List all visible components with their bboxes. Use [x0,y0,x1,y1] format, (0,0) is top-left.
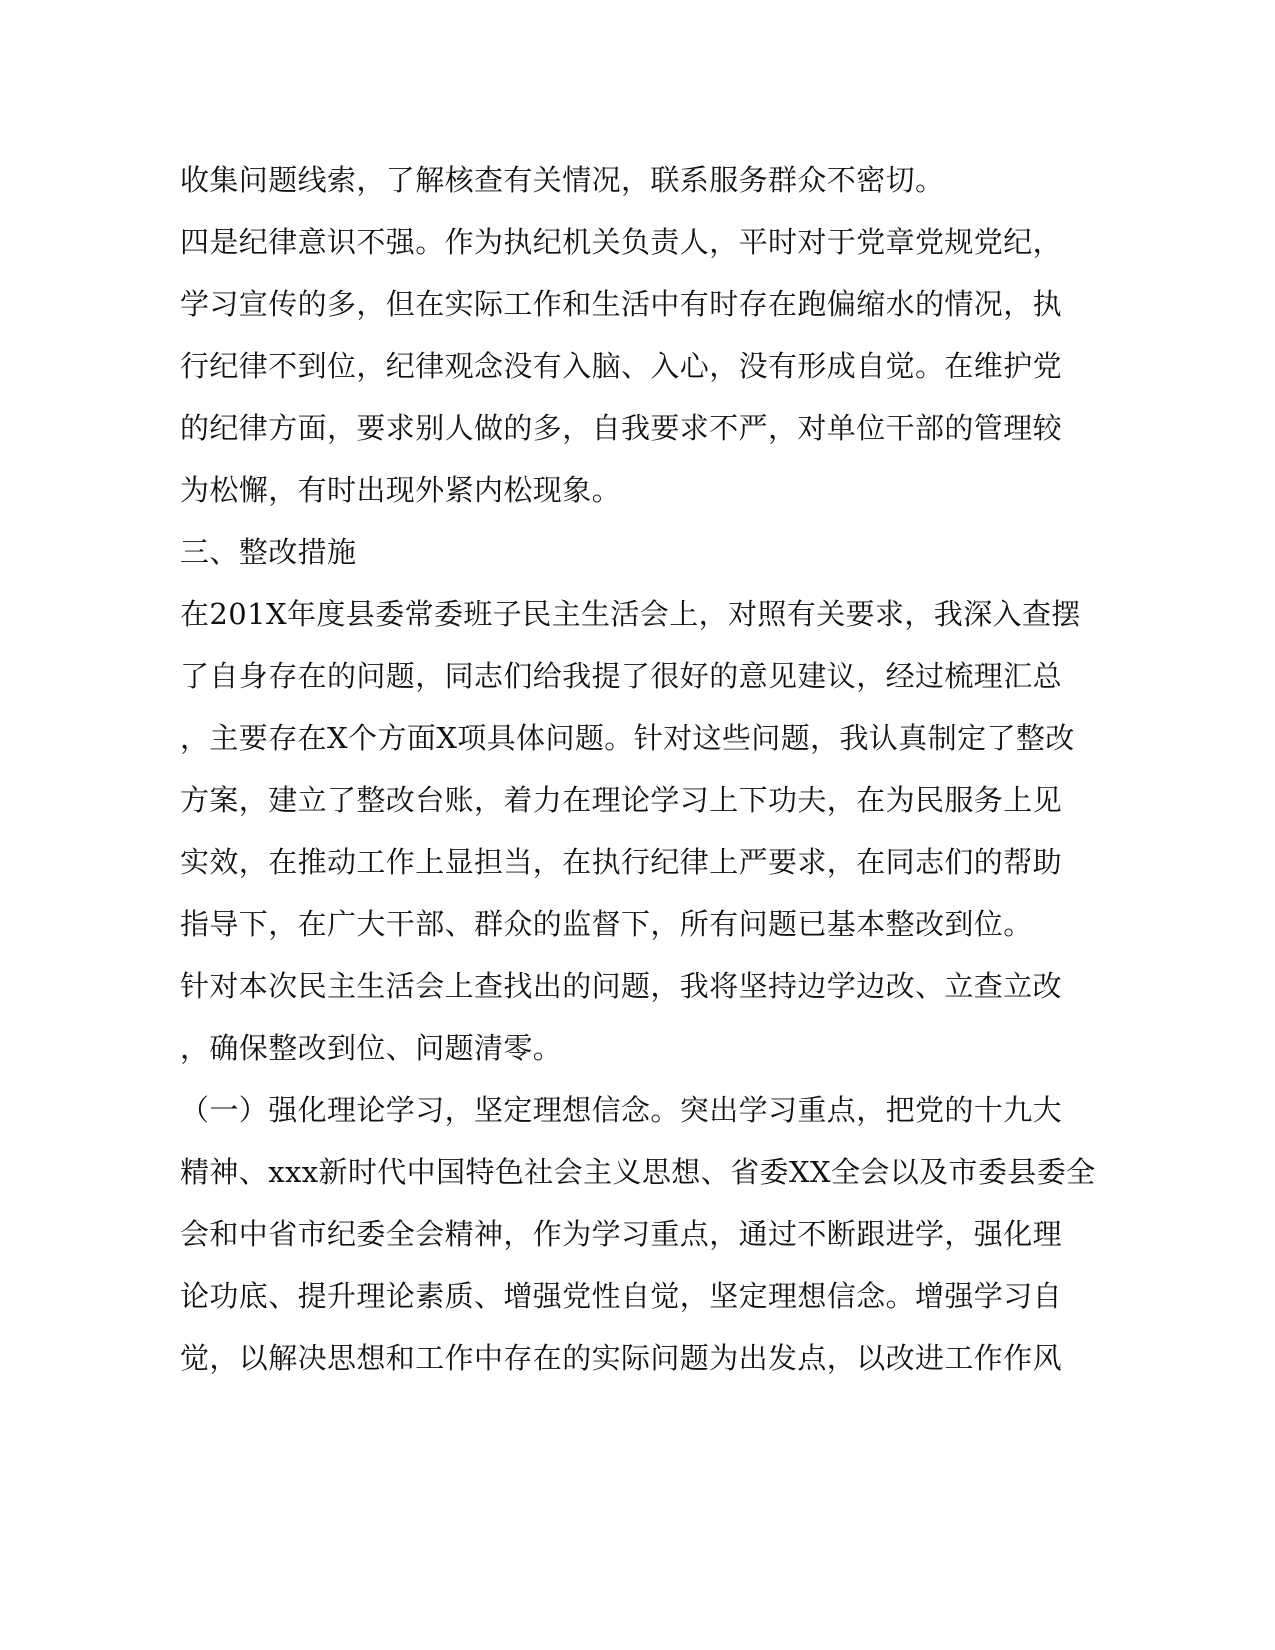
text-line: 针对本次民主生活会上查找出的问题，我将坚持边学边改、立查立改 [180,969,1063,1003]
text-line: ，主要存在X个方面X项具体问题。针对这些问题，我认真制定了整改 [180,721,1075,755]
text-line: 实效，在推动工作上显担当，在执行纪律上严要求，在同志们的帮助 [180,845,1063,879]
text-line: 学习宣传的多，但在实际工作和生活中有时存在跑偏缩水的情况，执 [180,287,1063,321]
section-heading: 三、整改措施 [180,535,357,569]
text-line: 觉，以解决思想和工作中存在的实际问题为出发点，以改进工作作风 [180,1341,1063,1375]
text-line: ，确保整改到位、问题清零。 [180,1031,563,1065]
text-line: 了自身存在的问题，同志们给我提了很好的意见建议，经过梳理汇总 [180,659,1063,693]
text-line: 论功底、提升理论素质、增强党性自觉，坚定理想信念。增强学习自 [180,1279,1063,1313]
text-line: 行纪律不到位，纪律观念没有入脑、入心，没有形成自觉。在维护党 [180,349,1063,383]
text-line: 的纪律方面，要求别人做的多，自我要求不严，对单位干部的管理较 [180,411,1063,445]
text-line: 在201X年度县委常委班子民主生活会上，对照有关要求，我深入查摆 [180,597,1081,631]
text-line: 方案，建立了整改台账，着力在理论学习上下功夫，在为民服务上见 [180,783,1063,817]
text-line: 为松懈，有时出现外紧内松现象。 [180,473,622,507]
text-line: 指导下，在广大干部、群众的监督下，所有问题已基本整改到位。 [180,907,1033,941]
text-line: 收集问题线索，了解核查有关情况，联系服务群众不密切。 [180,163,945,197]
text-line: 精神、xxx新时代中国特色社会主义思想、省委XX全会以及市委县委全 [180,1155,1096,1189]
text-line: 四是纪律意识不强。作为执纪机关负责人，平时对于党章党规党纪， [180,225,1063,259]
text-line: （一）强化理论学习，坚定理想信念。突出学习重点，把党的十九大 [180,1093,1063,1127]
text-line: 会和中省市纪委全会精神，作为学习重点，通过不断跟进学，强化理 [180,1217,1063,1251]
